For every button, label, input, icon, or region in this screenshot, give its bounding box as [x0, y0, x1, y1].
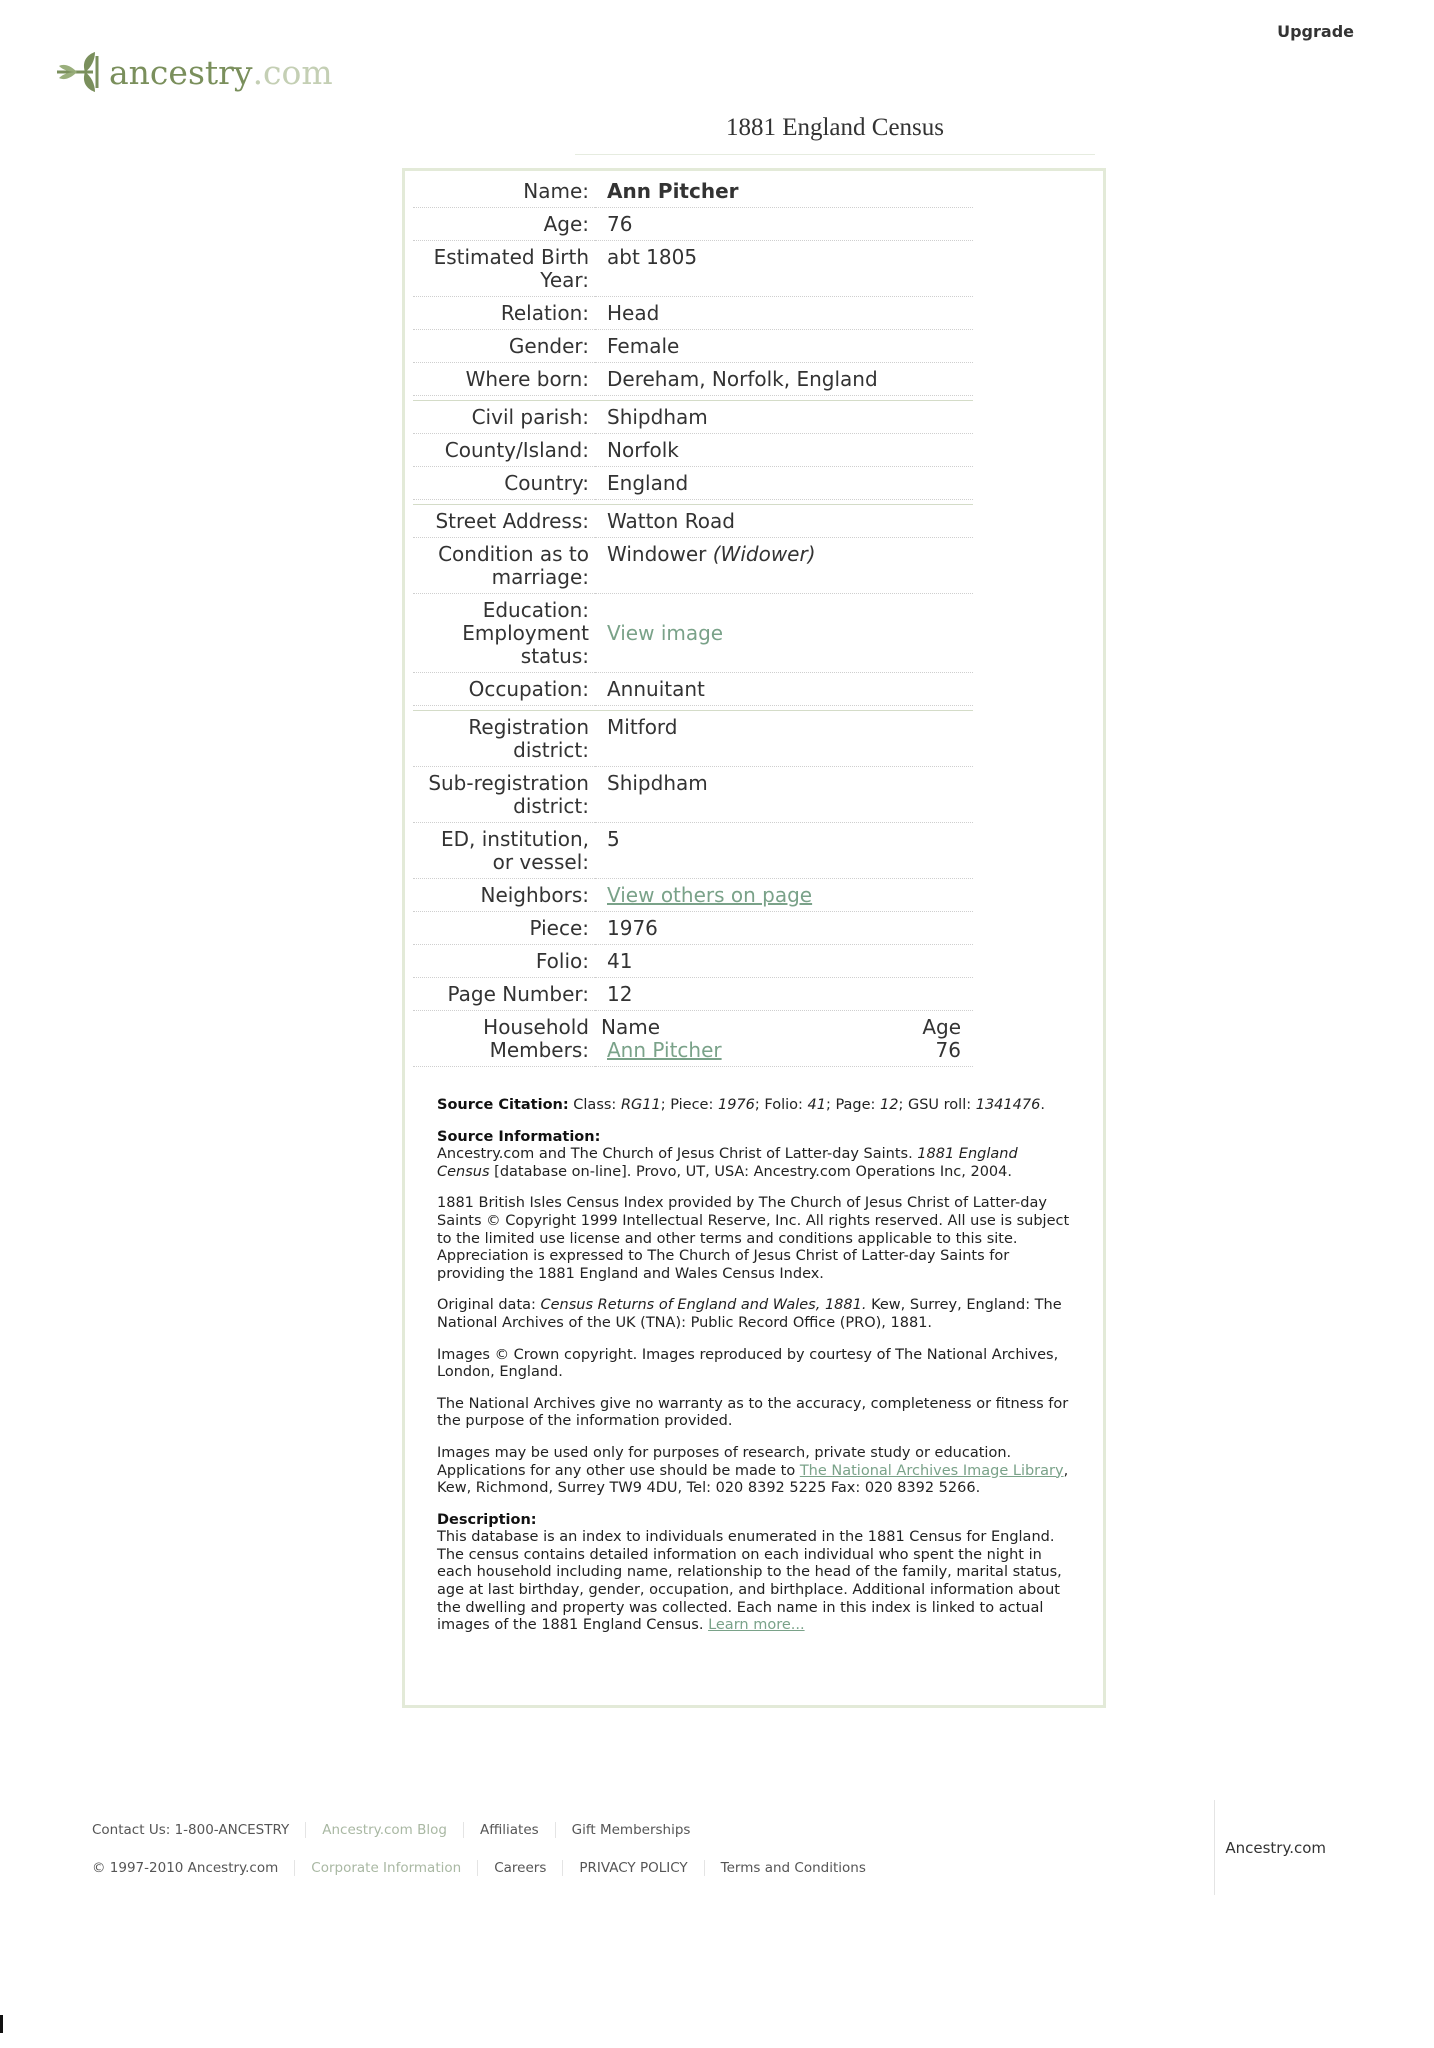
field-label: Folio:	[413, 945, 595, 978]
household-col-age: Age	[922, 1015, 961, 1039]
field-value: England	[595, 467, 973, 500]
source-info-paragraph: 1881 British Isles Census Index provided by The Church of Jesus Christ of Latter-day Saints © Copyright 1999 Intellectual Reserve, Inc. All rights reserved. All use is subject to the limited use license and other terms and conditions applicable to this site. Appreciation is expressed to The Church of Jesus Christ of Latter-day Saints for providing the 1881 England and Wales Census Index.	[437, 1195, 1070, 1282]
record-row	[413, 175, 973, 208]
learn-more-link[interactable]: Learn more...	[708, 1617, 805, 1634]
field-value: Shipdham	[595, 401, 973, 434]
record-row	[413, 434, 973, 467]
source-information: Source Information: Ancestry.com and The Church of Jesus Christ of Latter-day Saints. 1881 England Census [database on-line]. Provo, UT, USA: Ancestry.com Operations Inc, 2004.	[437, 1128, 1018, 1180]
field-label: Page Number:	[413, 978, 595, 1011]
field-value: 76	[595, 208, 973, 241]
field-label: Piece:	[413, 912, 595, 945]
field-label: Neighbors:	[413, 879, 595, 912]
household-member-row	[601, 1039, 967, 1062]
contact-link[interactable]: Contact Us: 1-800-ANCESTRY	[92, 1822, 290, 1838]
source-info-paragraph: Images may be used only for purposes of research, private study or education. Applications for any other use should be made to The National Archives Image Library, Kew, Richmond, Surrey TW9 4DU, Tel: 020 8392 5225 Fax: 020 8392 5266.	[437, 1444, 1069, 1497]
record-row	[413, 297, 973, 330]
record-row	[413, 330, 973, 363]
source-citation-heading: Source Citation:	[437, 1097, 569, 1113]
record-card	[402, 168, 1106, 1708]
field-label: Where born:	[413, 363, 595, 396]
record-row	[413, 879, 973, 912]
field-label: Occupation:	[413, 673, 595, 706]
record-row	[413, 711, 973, 767]
view-others-link[interactable]: View others on page	[607, 883, 813, 907]
condition-note: (Widower)	[712, 542, 816, 566]
field-value: 41	[595, 945, 973, 978]
description-heading: Description:	[437, 1511, 537, 1528]
field-label: Condition as to marriage:	[413, 538, 595, 594]
page-title: 1881 England Census	[575, 114, 1095, 155]
logo-suffix: .com	[252, 52, 333, 92]
source-details	[413, 1097, 1095, 1635]
upgrade-link[interactable]: Upgrade	[1277, 22, 1354, 41]
record-row	[413, 978, 973, 1011]
field-value: Mitford	[595, 711, 973, 767]
record-row	[413, 241, 973, 297]
footer	[80, 1800, 1378, 1895]
household-col-name: Name	[601, 1015, 661, 1039]
field-value: Ann Pitcher	[595, 175, 973, 208]
record-row	[413, 673, 973, 706]
source-info-paragraph: Original data: Census Returns of England and Wales, 1881. Kew, Surrey, England: The National Archives of the UK (TNA): Public Record Office (PRO), 1881.	[437, 1297, 1062, 1331]
footer-links-row-2	[92, 1860, 882, 1876]
household-member-age: 76	[935, 1038, 961, 1062]
household-table-cell	[595, 1011, 973, 1067]
affiliates-link[interactable]: Affiliates	[463, 1822, 555, 1838]
national-archives-link[interactable]: The National Archives Image Library	[799, 1462, 1064, 1479]
field-label: Country:	[413, 467, 595, 500]
field-value: Female	[595, 330, 973, 363]
field-label: Street Address:	[413, 505, 595, 538]
blog-link[interactable]: Ancestry.com Blog	[305, 1822, 463, 1838]
field-value: 1976	[595, 912, 973, 945]
field-value: Dereham, Norfolk, England	[595, 363, 973, 396]
record-row	[413, 467, 973, 500]
source-information-heading: Source Information:	[437, 1128, 601, 1145]
terms-link[interactable]: Terms and Conditions	[704, 1860, 882, 1876]
view-image-link[interactable]: View image	[607, 621, 724, 645]
field-label: Age:	[413, 208, 595, 241]
household-table	[601, 1016, 967, 1062]
record-row	[413, 594, 973, 673]
record-row	[413, 767, 973, 823]
record-row	[413, 363, 973, 396]
field-label: Estimated Birth Year:	[413, 241, 595, 297]
ancestry-logo[interactable]	[55, 50, 333, 94]
field-label: ED, institution, or vessel:	[413, 823, 595, 879]
field-value: Shipdham	[595, 767, 973, 823]
footer-brand[interactable]: Ancestry.com	[1214, 1800, 1326, 1895]
field-label: Name:	[413, 175, 595, 208]
record-row	[413, 912, 973, 945]
field-value: Watton Road	[595, 505, 973, 538]
field-label: Registration district:	[413, 711, 595, 767]
field-label: Relation:	[413, 297, 595, 330]
source-info-paragraph: Images © Crown copyright. Images reproduced by courtesy of The National Archives, London, England.	[437, 1346, 1059, 1381]
field-value: Norfolk	[595, 434, 973, 467]
field-value: 12	[595, 978, 973, 1011]
household-member-link[interactable]: Ann Pitcher	[607, 1038, 722, 1062]
field-value	[595, 879, 973, 912]
field-value: Annuitant	[595, 673, 973, 706]
record-row	[413, 823, 973, 879]
corporate-info-link[interactable]: Corporate Information	[294, 1860, 477, 1876]
field-value: Head	[595, 297, 973, 330]
record-row	[413, 945, 973, 978]
record-row	[413, 538, 973, 594]
record-row	[413, 208, 973, 241]
field-value: 5	[595, 823, 973, 879]
scan-edge-mark	[0, 2015, 3, 2033]
employment-label: Employment status:	[462, 621, 589, 668]
record-table	[413, 175, 973, 1067]
household-label: Household Members:	[413, 1011, 595, 1067]
leaf-logo-icon	[55, 50, 107, 94]
field-value	[595, 538, 973, 594]
field-value: abt 1805	[595, 241, 973, 297]
field-label	[413, 594, 595, 673]
footer-links-row-1	[92, 1822, 706, 1838]
condition-value: Windower	[607, 542, 707, 566]
household-row	[413, 1011, 973, 1067]
careers-link[interactable]: Careers	[477, 1860, 562, 1876]
field-label: Civil parish:	[413, 401, 595, 434]
gift-memberships-link[interactable]: Gift Memberships	[555, 1822, 707, 1838]
field-value	[595, 594, 973, 673]
source-info-paragraph: The National Archives give no warranty as to the accuracy, completeness or fitness for the purpose of the information provided.	[437, 1395, 1069, 1430]
description: Description: This database is an index to individuals enumerated in the 1881 Census for England. The census contains detailed information on each individual who spent the night in each household including name, relationship to the head of the family, marital status, age at last birthday, gender, occupation, and birthplace. Additional information about the dwelling and property was collected. Each name in this index is linked to actual images of the 1881 England Census. Learn more...	[437, 1511, 1062, 1634]
source-citation: Source Citation: Class: RG11; Piece: 1976; Folio: 41; Page: 12; GSU roll: 1341476.	[437, 1097, 1045, 1113]
copyright-text: © 1997-2010 Ancestry.com	[92, 1860, 279, 1876]
record-row	[413, 505, 973, 538]
field-label: Gender:	[413, 330, 595, 363]
field-label: County/Island:	[413, 434, 595, 467]
field-label: Sub-registration district:	[413, 767, 595, 823]
privacy-policy-link[interactable]: PRIVACY POLICY	[562, 1860, 703, 1876]
education-label: Education:	[482, 598, 589, 622]
logo-wordmark: ancestry	[109, 52, 253, 92]
record-row	[413, 401, 973, 434]
